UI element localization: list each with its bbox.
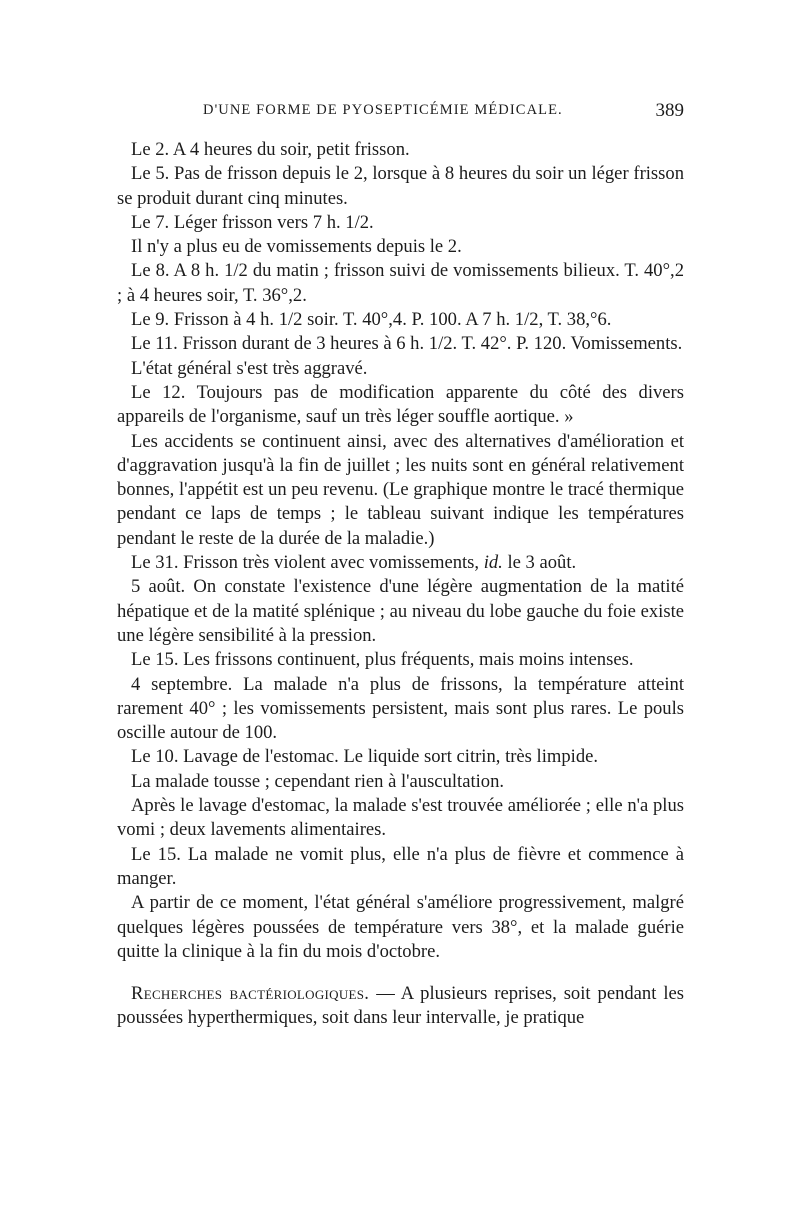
paragraph-le-31 xyxy=(117,551,684,575)
paragraph-le-8: Le 8. A 8 h. 1/2 du matin ; frisson suivi de vomissements bilieux. T. 40°,2 ; à 4 heures soir, T. 36°,2. xyxy=(117,260,684,306)
section-heading: Recherches bactériologiques. xyxy=(131,983,370,1005)
page-number: 389 xyxy=(655,100,684,121)
paragraph-le-9: Le 9. Frisson à 4 h. 1/2 soir. T. 40°,4. P. 100. A 7 h. 1/2, T. 38,°6. xyxy=(131,309,612,331)
paragraph-le-5: Le 5. Pas de frisson depuis le 2, lorsque à 8 heures du soir un léger frisson se produit durant cinq minutes. xyxy=(117,163,684,209)
paragraph-le-2: Le 2. A 4 heures du soir, petit frisson. xyxy=(131,139,410,160)
paragraph-le-15-bis: Le 15. La malade ne vomit plus, elle n'a plus de fièvre et commence à manger. xyxy=(117,843,684,889)
paragraph-recherches-text: — A plusieurs reprises, soit pendant les poussées hyperthermiques, soit dans leur intervalle, je pratique xyxy=(117,983,685,1029)
paragraph-le-31-italic: id. xyxy=(483,552,503,574)
paragraph-a-partir: A partir de ce moment, l'état général s'améliore progressivement, malgré quelques légères poussées de température vers 38°, et la malade guérie quitte la clinique à la fin du mois d'octobre. xyxy=(117,892,684,962)
paragraph-le-10: Le 10. Lavage de l'estomac. Le liquide sort citrin, très limpide. xyxy=(131,746,599,768)
paragraph-4-septembre: 4 septembre. La malade n'a plus de frissons, la température atteint rarement 40° ; les vomissements persistent, mais sont plus rares. Le pouls oscille autour de 100. xyxy=(117,673,684,744)
paragraph-5-aout: 5 août. On constate l'existence d'une légère augmentation de la matité hépatique et de la matité splénique ; au niveau du lobe gauche du foie existe une légère sensibilité à la pression. xyxy=(117,576,684,646)
paragraph-le-7: Le 7. Léger frisson vers 7 h. 1/2. xyxy=(131,211,374,233)
paragraph-le-12: Le 12. Toujours pas de modification apparente du côté des divers appareils de l'organisme, sauf un très léger souffle aortique. » xyxy=(117,381,684,428)
paragraph-recherches xyxy=(117,982,684,1031)
paragraph-lavage: Après le lavage d'estomac, la malade s'est trouvée améliorée ; elle n'a plus vomi ; deux lavements alimentaires. xyxy=(117,795,684,841)
paragraph-tousse: La malade tousse ; cependant rien à l'auscultation. xyxy=(131,770,505,792)
running-header xyxy=(118,100,686,128)
paragraph-le-15: Le 15. Les frissons continuent, plus fréquents, mais moins intenses. xyxy=(131,649,634,671)
paragraph-vomissements: Il n'y a plus eu de vomissements depuis le 2. xyxy=(131,236,462,258)
paragraph-accidents: Les accidents se continuent ainsi, avec des alternatives d'amélioration et d'aggravation jusqu'à la fin de juillet ; les nuits sont en général relativement bonnes, l'appétit est un peu revenu. (Le graphique montre le tracé thermique pendant ce laps de temps ; le tableau suivant indique les températures pendant le reste de la durée de la maladie.) xyxy=(117,430,684,549)
paragraph-le-31-before: Le 31. Frisson très violent avec vomissements, xyxy=(131,552,484,574)
paragraph-le-31-after: le 3 août. xyxy=(502,552,577,574)
body-text xyxy=(117,138,684,1031)
running-title: D'UNE FORME DE PYOSEPTICÉMIE MÉDICALE. xyxy=(203,102,563,118)
paragraph-etat-general: L'état général s'est très aggravé. xyxy=(131,357,368,379)
paragraph-le-11: Le 11. Frisson durant de 3 heures à 6 h. 1/2. T. 42°. P. 120. Vomissements. xyxy=(131,333,683,355)
